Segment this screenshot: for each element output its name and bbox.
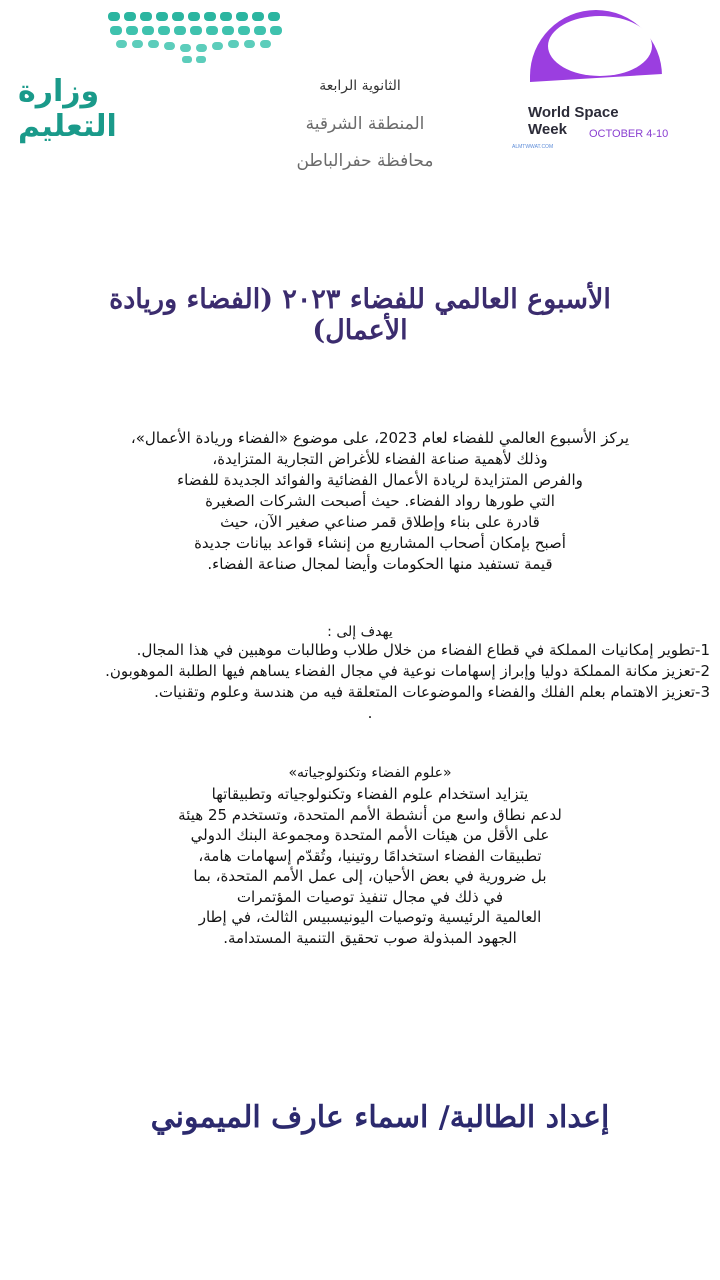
intro-line: التي طورها رواد الفضاء. حيث أصبحت الشركات الصغيرة — [205, 492, 555, 510]
school-region: المنطقة الشرقية — [305, 114, 425, 134]
section-title: «علوم الفضاء وتكنولوجياته» — [288, 765, 452, 781]
school-governorate: محافظة حفرالباطن — [296, 151, 434, 171]
section-line: تطبيقات الفضاء استخدامًا روتينيا، وتُقدّم إسهامات هامة، — [198, 846, 542, 865]
section-line: يتزايد استخدام علوم الفضاء وتكنولوجياته وتطبيقاتها — [211, 785, 529, 803]
aim-item: 3-تعزيز الاهتمام بعلم الفلك والفضاء والموضوعات المتعلقة فيه من هندسة وعلوم وتقنيات. — [154, 683, 710, 701]
section-line: بل ضرورية في بعض الأحيان، إلى عمل الأمم المتحدة، بما — [193, 867, 547, 885]
document-title: الأسبوع العالمي للفضاء ٢٠٢٣ (الفضاء وريادة الأعمال) — [109, 284, 611, 346]
aim-item: 1-تطوير إمكانيات المملكة في قطاع الفضاء من خلال طلاب وطالبات موهبين في هذا المجال. — [136, 641, 710, 659]
planet-ring-icon — [528, 2, 664, 98]
section-line: على الأقل من هيئات الأمم المتحدة ومجموعة البنك الدولي — [190, 826, 550, 844]
section-line: العالمية الرئيسية وتوصيات اليونيسبيس الثالث، في إطار — [198, 908, 542, 926]
wsw-url: ALMTWWAT.COM — [512, 144, 554, 150]
ministry-logo-text: وزارة التعليم — [18, 74, 117, 144]
intro-line: قيمة تستفيد منها الحكومات وأيضا لمجال صناعة الفضاء. — [207, 555, 553, 573]
section-line: الجهود المبذولة صوب تحقيق التنمية المستدامة. — [223, 928, 517, 947]
intro-line: أصبح بإمكان أصحاب المشاريع من إنشاء قواعد بيانات جديدة — [194, 534, 566, 552]
author-signature: إعداد الطالبة/ اسماء عارف الميموني — [150, 1100, 610, 1135]
intro-line: قادرة على بناء وإطلاق قمر صناعي صغير الآن، حيث — [220, 513, 540, 531]
section-line: في ذلك في مجال تنفيذ توصيات المؤتمرات — [236, 887, 504, 906]
intro-line: وذلك لأهمية صناعة الفضاء للأغراض التجارية المتزايدة، — [212, 450, 548, 468]
section-line: لدعم نطاق واسع من أنشطة الأمم المتحدة، وتستخدم 25 هيئة — [178, 805, 562, 824]
aims-trailing-dot: . — [367, 704, 373, 722]
wsw-title: World Space Week — [528, 104, 619, 138]
section-paragraph — [150, 784, 590, 948]
intro-paragraph — [60, 428, 700, 575]
aims-list — [30, 640, 710, 724]
wsw-dates: OCTOBER 4-10 — [589, 128, 669, 140]
intro-line: والفرص المتزايدة لريادة الأعمال الفضائية والفوائد الجديدة للفضاء — [177, 471, 583, 489]
school-name: الثانوية الرابعة — [319, 78, 401, 94]
intro-line: يركز الأسبوع العالمي للفضاء لعام 2023، على موضوع «الفضاء وريادة الأعمال»، — [130, 429, 630, 447]
aim-item: 2-تعزيز مكانة المملكة دوليا وإبراز إسهامات نوعية في مجال الفضاء يساهم فيها الطلبة الموهوبون. — [105, 662, 710, 680]
aims-heading: يهدف إلى : — [327, 624, 393, 640]
